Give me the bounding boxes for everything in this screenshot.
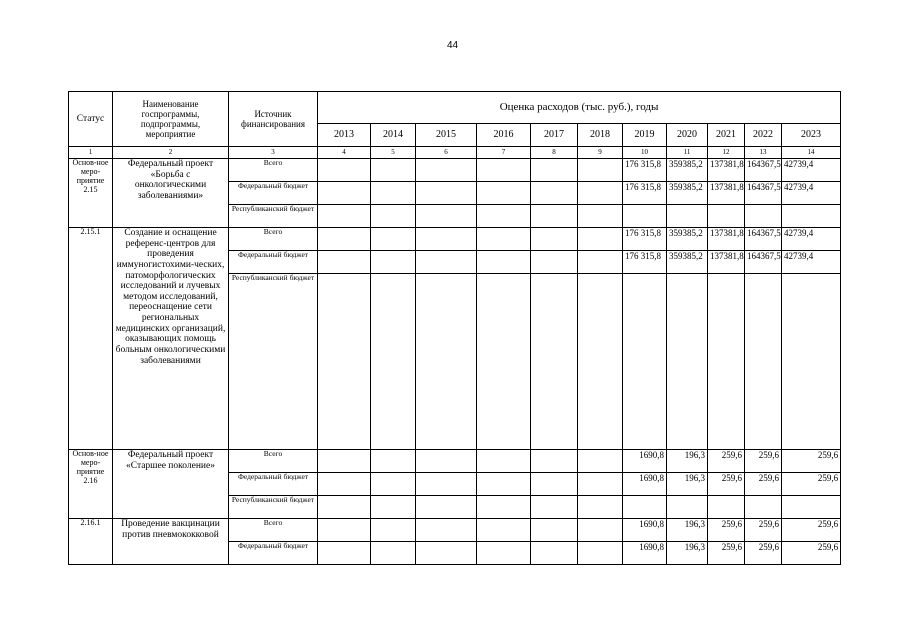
- value-cell: 176 315,8: [623, 182, 667, 205]
- value-cell: 42739,4: [782, 228, 841, 251]
- header-name: Наименование госпрограммы, подпрограммы, мероприятие: [113, 92, 229, 147]
- value-cell: [745, 496, 782, 519]
- value-cell: [623, 205, 667, 228]
- header-estimate: Оценка расходов (тыс. руб.), годы: [318, 92, 841, 124]
- empty-year-cell: [531, 182, 578, 205]
- year-header: 2020: [667, 124, 708, 147]
- program-name-cell: Создание и оснащение референс-центров для проведения иммуногистохими-ческих, патоморфологических исследований и лучевых методом исследований, переоснащение сети региональных медицинских организаций, оказывающих помощь больным онкологическими заболеваниями: [113, 228, 229, 450]
- empty-year-cell: [416, 473, 477, 496]
- page-number: 44: [446, 40, 459, 51]
- status-cell: Основ-ное меро-приятие 2.15: [69, 159, 113, 228]
- empty-year-cell: [318, 274, 371, 450]
- funding-source-cell: Всего: [229, 228, 318, 251]
- value-cell: 1690,8: [623, 450, 667, 473]
- value-cell: 164367,5: [745, 228, 782, 251]
- column-number: 4: [318, 147, 371, 159]
- value-cell: 259,6: [708, 450, 745, 473]
- value-cell: 259,6: [745, 473, 782, 496]
- value-cell: 259,6: [782, 473, 841, 496]
- empty-year-cell: [578, 228, 623, 251]
- empty-year-cell: [318, 251, 371, 274]
- year-header: 2023: [782, 124, 841, 147]
- value-cell: 176 315,8: [623, 251, 667, 274]
- empty-year-cell: [531, 519, 578, 542]
- empty-year-cell: [416, 542, 477, 565]
- empty-year-cell: [578, 542, 623, 565]
- value-cell: 259,6: [745, 450, 782, 473]
- value-cell: 137381,8: [708, 182, 745, 205]
- empty-year-cell: [477, 473, 531, 496]
- value-cell: 259,6: [708, 519, 745, 542]
- empty-year-cell: [371, 251, 416, 274]
- funding-source-cell: Всего: [229, 519, 318, 542]
- value-cell: 259,6: [782, 542, 841, 565]
- empty-year-cell: [477, 496, 531, 519]
- value-cell: 164367,5: [745, 251, 782, 274]
- value-cell: 42739,4: [782, 159, 841, 182]
- empty-year-cell: [416, 519, 477, 542]
- value-cell: 359385,2: [667, 159, 708, 182]
- empty-year-cell: [578, 519, 623, 542]
- year-header: 2021: [708, 124, 745, 147]
- empty-year-cell: [477, 519, 531, 542]
- value-cell: 259,6: [782, 519, 841, 542]
- empty-year-cell: [578, 251, 623, 274]
- value-cell: 164367,5: [745, 182, 782, 205]
- value-cell: 196,3: [667, 519, 708, 542]
- empty-year-cell: [578, 159, 623, 182]
- value-cell: [708, 274, 745, 450]
- empty-year-cell: [531, 159, 578, 182]
- value-cell: [782, 205, 841, 228]
- empty-year-cell: [318, 450, 371, 473]
- value-cell: 42739,4: [782, 251, 841, 274]
- column-number-row: [69, 147, 841, 159]
- value-cell: 359385,2: [667, 251, 708, 274]
- column-number: 5: [371, 147, 416, 159]
- table-row: [69, 159, 841, 182]
- value-cell: [708, 496, 745, 519]
- empty-year-cell: [531, 542, 578, 565]
- year-header: 2015: [416, 124, 477, 147]
- empty-year-cell: [371, 496, 416, 519]
- empty-year-cell: [371, 450, 416, 473]
- empty-year-cell: [578, 274, 623, 450]
- year-header: 2017: [531, 124, 578, 147]
- funding-source-cell: Всего: [229, 159, 318, 182]
- value-cell: [667, 274, 708, 450]
- value-cell: 259,6: [708, 473, 745, 496]
- empty-year-cell: [477, 274, 531, 450]
- empty-year-cell: [371, 519, 416, 542]
- value-cell: [623, 496, 667, 519]
- status-cell: Основ-ное меро-приятие 2.16: [69, 450, 113, 519]
- header-source: Источник финансирования: [229, 92, 318, 147]
- value-cell: 259,6: [745, 542, 782, 565]
- value-cell: 1690,8: [623, 519, 667, 542]
- value-cell: 196,3: [667, 473, 708, 496]
- empty-year-cell: [416, 450, 477, 473]
- funding-source-cell: Республиканский бюджет: [229, 274, 318, 450]
- funding-source-cell: Федеральный бюджет: [229, 542, 318, 565]
- value-cell: 176 315,8: [623, 159, 667, 182]
- empty-year-cell: [371, 228, 416, 251]
- empty-year-cell: [318, 473, 371, 496]
- empty-year-cell: [531, 450, 578, 473]
- value-cell: 196,3: [667, 542, 708, 565]
- value-cell: [745, 205, 782, 228]
- empty-year-cell: [477, 205, 531, 228]
- empty-year-cell: [531, 473, 578, 496]
- value-cell: 359385,2: [667, 228, 708, 251]
- empty-year-cell: [578, 450, 623, 473]
- value-cell: 137381,8: [708, 228, 745, 251]
- value-cell: 42739,4: [782, 182, 841, 205]
- year-header: 2018: [578, 124, 623, 147]
- expenditure-table: [68, 91, 841, 565]
- column-number: 2: [113, 147, 229, 159]
- value-cell: [708, 205, 745, 228]
- value-cell: 259,6: [745, 519, 782, 542]
- value-cell: 1690,8: [623, 473, 667, 496]
- value-cell: [745, 274, 782, 450]
- status-cell: 2.16.1: [69, 519, 113, 565]
- program-name-cell: Проведение вакцинации против пневмококковой: [113, 519, 229, 565]
- empty-year-cell: [416, 228, 477, 251]
- value-cell: 137381,8: [708, 159, 745, 182]
- funding-source-cell: Федеральный бюджет: [229, 473, 318, 496]
- header-status: Статус: [69, 92, 113, 147]
- empty-year-cell: [318, 182, 371, 205]
- column-number: 10: [623, 147, 667, 159]
- column-number: 12: [708, 147, 745, 159]
- column-number: 13: [745, 147, 782, 159]
- value-cell: [782, 496, 841, 519]
- year-header: 2019: [623, 124, 667, 147]
- empty-year-cell: [531, 274, 578, 450]
- value-cell: 176 315,8: [623, 228, 667, 251]
- empty-year-cell: [578, 496, 623, 519]
- empty-year-cell: [318, 542, 371, 565]
- funding-source-cell: Федеральный бюджет: [229, 251, 318, 274]
- empty-year-cell: [416, 251, 477, 274]
- empty-year-cell: [371, 182, 416, 205]
- value-cell: 137381,8: [708, 251, 745, 274]
- year-header: 2022: [745, 124, 782, 147]
- column-number: 3: [229, 147, 318, 159]
- table-row: [69, 228, 841, 251]
- column-number: 6: [416, 147, 477, 159]
- value-cell: [623, 274, 667, 450]
- empty-year-cell: [318, 519, 371, 542]
- empty-year-cell: [416, 205, 477, 228]
- program-name-cell: Федеральный проект «Борьба с онкологическими заболеваниями»: [113, 159, 229, 228]
- value-cell: [667, 496, 708, 519]
- column-number: 8: [531, 147, 578, 159]
- funding-source-cell: Республиканский бюджет: [229, 205, 318, 228]
- table-row: [69, 450, 841, 473]
- empty-year-cell: [318, 205, 371, 228]
- year-header: 2014: [371, 124, 416, 147]
- column-number: 7: [477, 147, 531, 159]
- empty-year-cell: [371, 205, 416, 228]
- value-cell: 359385,2: [667, 182, 708, 205]
- empty-year-cell: [318, 496, 371, 519]
- value-cell: [782, 274, 841, 450]
- column-number: 9: [578, 147, 623, 159]
- value-cell: [667, 205, 708, 228]
- program-name-cell: Федеральный проект «Старшее поколение»: [113, 450, 229, 519]
- empty-year-cell: [371, 274, 416, 450]
- empty-year-cell: [477, 182, 531, 205]
- empty-year-cell: [318, 159, 371, 182]
- empty-year-cell: [477, 251, 531, 274]
- empty-year-cell: [578, 473, 623, 496]
- column-number: 14: [782, 147, 841, 159]
- funding-source-cell: Федеральный бюджет: [229, 182, 318, 205]
- value-cell: 196,3: [667, 450, 708, 473]
- column-number: 1: [69, 147, 113, 159]
- empty-year-cell: [531, 251, 578, 274]
- year-header: 2013: [318, 124, 371, 147]
- empty-year-cell: [416, 496, 477, 519]
- empty-year-cell: [371, 542, 416, 565]
- empty-year-cell: [416, 159, 477, 182]
- empty-year-cell: [477, 542, 531, 565]
- empty-year-cell: [578, 205, 623, 228]
- empty-year-cell: [578, 182, 623, 205]
- value-cell: 1690,8: [623, 542, 667, 565]
- empty-year-cell: [477, 450, 531, 473]
- empty-year-cell: [416, 182, 477, 205]
- status-cell: 2.15.1: [69, 228, 113, 450]
- funding-source-cell: Всего: [229, 450, 318, 473]
- empty-year-cell: [477, 228, 531, 251]
- empty-year-cell: [531, 228, 578, 251]
- empty-year-cell: [477, 159, 531, 182]
- value-cell: 259,6: [782, 450, 841, 473]
- empty-year-cell: [531, 205, 578, 228]
- empty-year-cell: [371, 159, 416, 182]
- empty-year-cell: [318, 228, 371, 251]
- column-number: 11: [667, 147, 708, 159]
- value-cell: 164367,5: [745, 159, 782, 182]
- year-header: 2016: [477, 124, 531, 147]
- empty-year-cell: [416, 274, 477, 450]
- funding-source-cell: Республиканский бюджет: [229, 496, 318, 519]
- empty-year-cell: [531, 496, 578, 519]
- empty-year-cell: [371, 473, 416, 496]
- table-row: [69, 519, 841, 542]
- value-cell: 259,6: [708, 542, 745, 565]
